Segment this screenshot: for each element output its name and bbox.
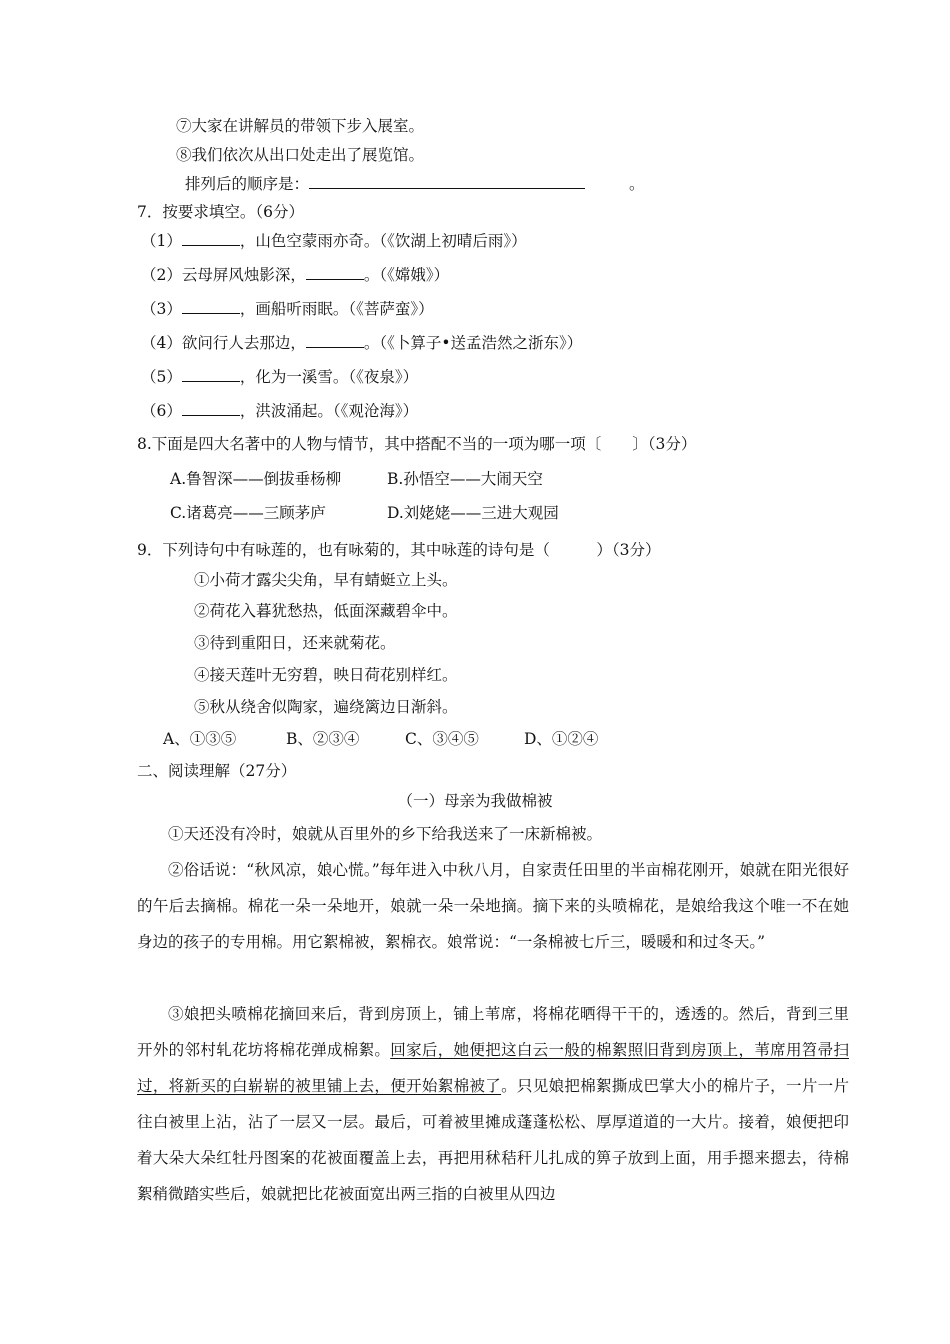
q9-poem-line-5: ⑤秋从绕舍似陶家，遍绕篱边日渐斜。 xyxy=(194,698,458,716)
q9-poem-line-2: ②荷花入暮犹愁热，低面深藏碧伞中。 xyxy=(194,602,458,620)
q7-line-4 xyxy=(141,331,582,353)
q8-option-a[interactable]: A.鲁智深——倒拔垂杨柳 xyxy=(170,470,342,488)
q7-line-5 xyxy=(141,365,418,387)
q8-option-b[interactable]: B.孙悟空——大闹天空 xyxy=(387,470,543,488)
q7-title: 7．按要求填空。（6分） xyxy=(137,203,304,221)
q8-option-d[interactable]: D.刘姥姥——三进大观园 xyxy=(387,504,559,522)
paragraph-3 xyxy=(137,996,849,1212)
q7-pre: 欲问行人去那边， xyxy=(181,334,306,352)
q7-num: （4） xyxy=(141,334,182,352)
order-answer-line xyxy=(185,172,645,194)
q7-line-3 xyxy=(141,297,434,319)
q7-post: 。（《嫦娥》） xyxy=(363,266,450,284)
q7-post: ，山色空蒙雨亦奇。（《饮湖上初晴后雨》） xyxy=(239,232,527,250)
q7-post: ，洪波涌起。（《观沧海》） xyxy=(239,402,419,420)
q7-post: 。（《卜算子•送孟浩然之浙东》） xyxy=(363,334,583,352)
q7-num: （3） xyxy=(141,300,182,318)
order-prompt: 排列后的顺序是： xyxy=(185,175,310,193)
q9-option-c[interactable]: C、③④⑤ xyxy=(405,730,479,748)
fill-blank[interactable] xyxy=(182,297,240,314)
q8-title: 8.下面是四大名著中的人物与情节，其中搭配不当的一项为哪一项〔 〕（3分） xyxy=(137,435,697,453)
answer-blank[interactable] xyxy=(309,172,585,189)
paragraph-3-start: ③娘把头喷棉花摘回来后，背到房顶上，铺上苇席，将棉花晒得干干的，透透的。然后，背到三里开外的邻村轧花坊将棉花弹成棉絮。 xyxy=(137,1005,849,1059)
q9-poem-line-4: ④接天莲叶无穷碧，映日荷花别样红。 xyxy=(194,666,458,684)
q9-title: 9．下列诗句中有咏莲的，也有咏菊的，其中咏莲的诗句是（ ）（3分） xyxy=(137,541,661,559)
q7-num: （5） xyxy=(141,368,182,386)
q9-poem-line-3: ③待到重阳日，还来就菊花。 xyxy=(194,634,396,652)
q7-num: （1） xyxy=(141,232,182,250)
q8-option-c[interactable]: C.诸葛亮——三顾茅庐 xyxy=(170,504,326,522)
q7-line-2 xyxy=(141,263,449,285)
paragraph-3-rest: 。只见娘把棉絮撕成巴掌大小的棉片子，一片一片往白被里上沾，沾了一层又一层。最后，可着被里摊成蓬蓬松松、厚厚道道的一大片。接着，娘便把印着大朵大朵红牡丹图案的花被面覆盖上去，再把用秫秸秆儿扎成的箅子放到上面，用手摁来摁去，待棉絮稍微踏实些后，娘就把比花被面宽出两三指的白被里从四边 xyxy=(137,1077,849,1203)
fill-blank[interactable] xyxy=(182,229,240,246)
fill-blank[interactable] xyxy=(306,331,364,348)
paragraph-1: ①天还没有冷时，娘就从百里外的乡下给我送来了一床新棉被。 xyxy=(168,825,603,843)
q7-pre: 云母屏风烛影深， xyxy=(181,266,306,284)
q9-poem-line-1: ①小荷才露尖尖角，早有蜻蜓立上头。 xyxy=(194,571,458,589)
order-item-7: ⑦大家在讲解员的带领下步入展室。 xyxy=(176,117,425,135)
q9-option-b[interactable]: B、②③④ xyxy=(286,730,360,748)
order-end: 。 xyxy=(629,175,645,193)
q7-post: ，化为一溪雪。（《夜泉》） xyxy=(239,368,419,386)
q9-option-d[interactable]: D、①②④ xyxy=(524,730,599,748)
q9-option-a[interactable]: A、①③⑤ xyxy=(163,730,237,748)
fill-blank[interactable] xyxy=(306,263,364,280)
article-title: （一）母亲为我做棉被 xyxy=(397,792,553,810)
order-item-8: ⑧我们依次从出口处走出了展览馆。 xyxy=(176,146,425,164)
fill-blank[interactable] xyxy=(182,399,240,416)
q7-line-1 xyxy=(141,229,527,251)
q7-line-6 xyxy=(141,399,418,421)
q7-num: （2） xyxy=(141,266,182,284)
q7-num: （6） xyxy=(141,402,182,420)
section-heading: 二、阅读理解（27分） xyxy=(137,762,297,780)
underlined-sentence: 回家后，她便把这白云一般的棉絮照旧背到房顶上，苇席用笤帚扫过，将新买的白崭崭的被里铺上去，便开始絮棉被了 xyxy=(137,1041,849,1095)
fill-blank[interactable] xyxy=(182,365,240,382)
q7-post: ，画船听雨眠。（《菩萨蛮》） xyxy=(239,300,434,318)
paragraph-2: ②俗话说：“秋风凉，娘心慌。”每年进入中秋八月，自家责任田里的半亩棉花刚开，娘就在阳光很好的午后去摘棉。棉花一朵一朵地开，娘就一朵一朵地摘。摘下来的头喷棉花，是娘给我这个唯一不在她身边的孩子的专用棉。用它絮棉被，絮棉衣。娘常说：“一条棉被七斤三，暖暖和和过冬天。” xyxy=(137,861,849,951)
